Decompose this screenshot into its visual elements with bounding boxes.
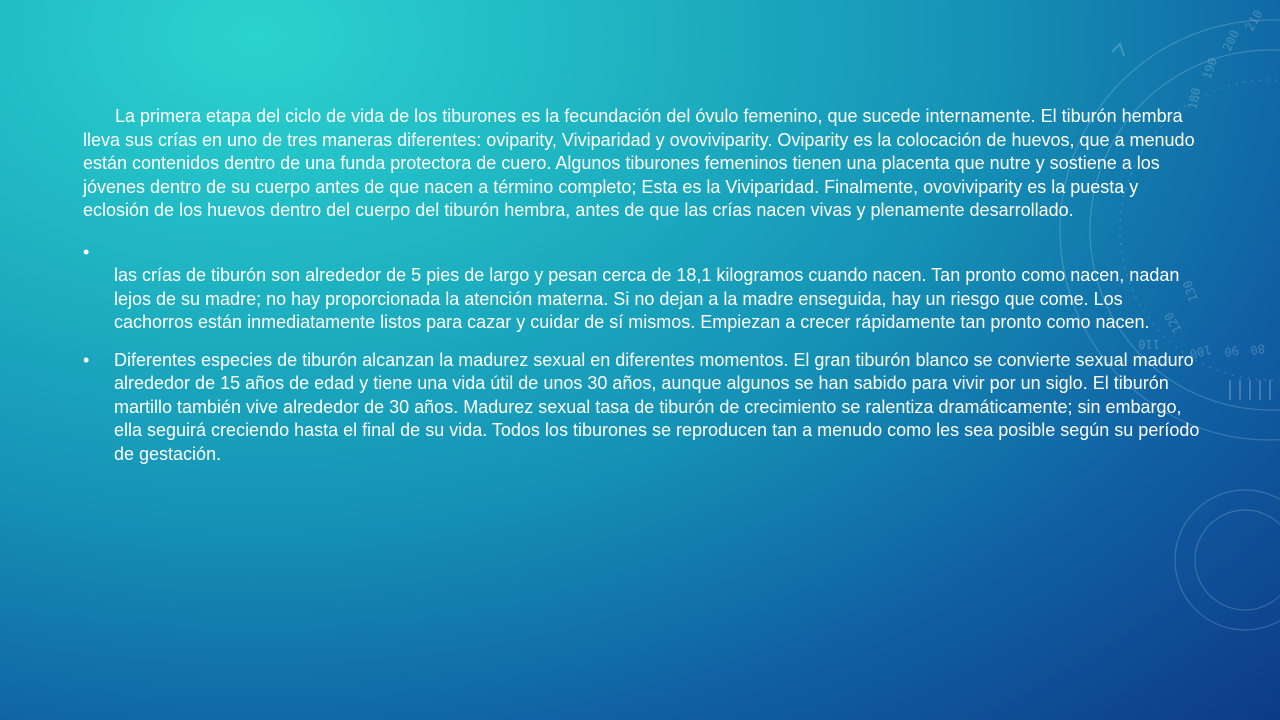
intro-paragraph bbox=[83, 105, 1203, 223]
bullet-item bbox=[83, 241, 1203, 335]
bullet-dot: • bbox=[83, 241, 90, 262]
intro-paragraph-text: La primera etapa del ciclo de vida de los tiburones es la fecundación del óvulo femenino, que sucede internamente. El tiburón hembra lleva sus crías en uno de tres maneras diferentes: oviparity, Viviparidad y ovoviviparity. Oviparity es la colocación de huevos, que a menudo están contenidos dentro de una funda protectora de cuero. Algunos tiburones femeninos tienen una placenta que nutre y sostiene a los jóvenes dentro de su cuerpo antes de que nacen a término completo; Esta es la Viviparidad. Finalmente, ovoviviparity es la puesta y eclosión de los huevos dentro del cuerpo del tiburón hembra, antes de que las crías nacen vivas y plenamente desarrollado. bbox=[83, 106, 1195, 220]
dial-number: 110 bbox=[1138, 337, 1160, 351]
dial-number: 90 bbox=[1223, 343, 1240, 360]
dial-number: 130 bbox=[1180, 278, 1201, 304]
dial-number: 210 bbox=[1242, 7, 1266, 34]
dial-number: 80 bbox=[1249, 341, 1266, 358]
bullet-text: Diferentes especies de tiburón alcanzan la madurez sexual en diferentes momentos. El gran tiburón blanco se convierte sexual maduro alrededor de 15 años de edad y tiene una vida útil de unos 30 años, aunque algunos se han sabido para vivir por un siglo. El tiburón martillo también vive alrededor de 30 años. Madurez sexual tasa de tiburón de crecimiento se ralentiza dramáticamente; sin embargo, ella seguirá creciendo hasta el final de su vida. Todos los tiburones se reproducen tan a menudo como les sea posible según su período de gestación. bbox=[114, 349, 1200, 464]
dial-number: 120 bbox=[1161, 309, 1185, 336]
bullet-text: las crías de tiburón son alrededor de 5 pies de largo y pesan cerca de 18,1 kilogramos cuando nacen. Tan pronto como nacen, nadan lejos de su madre; no hay proporcionada la atención materna. Si no dejan a la madre enseguida, hay un riesgo que come. Los cachorros están inmediatamente listos para cazar y cuidar de sí mismos. Empiezan a crecer rápidamente tan pronto como nacen. bbox=[114, 265, 1180, 332]
bullet-item bbox=[83, 349, 1203, 467]
bullet-dot: • bbox=[83, 349, 90, 370]
dial-number: 200 bbox=[1220, 27, 1242, 54]
dial-number: 100 bbox=[1188, 342, 1213, 362]
dial-number: 190 bbox=[1199, 55, 1221, 82]
slide-body bbox=[83, 105, 1203, 466]
dial-number: 180 bbox=[1185, 86, 1204, 111]
